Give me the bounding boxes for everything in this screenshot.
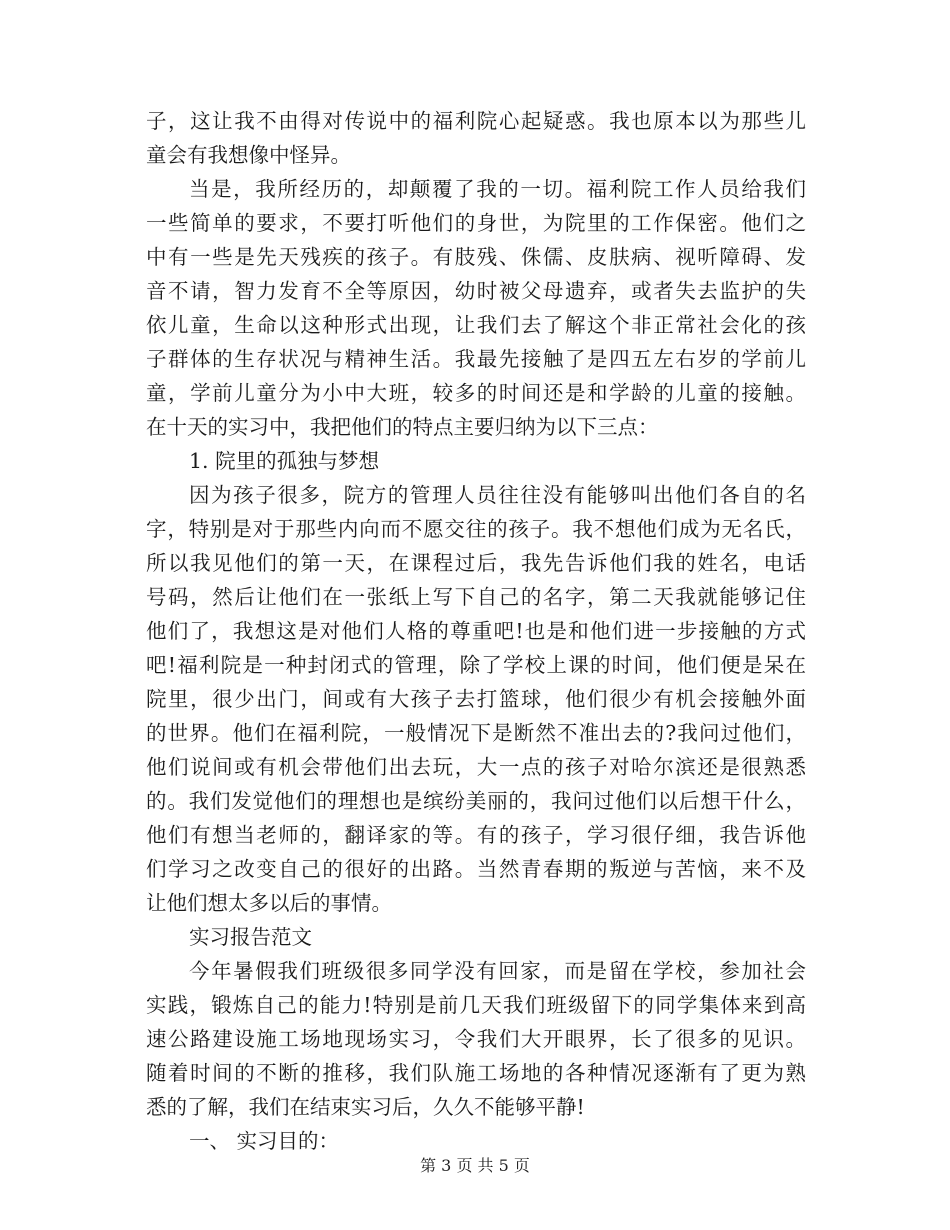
text-line: 他们了，我想这是对他们人格的尊重吧!也是和他们进一步接触的方式	[146, 619, 806, 643]
section-heading: 实习报告范文	[189, 925, 312, 949]
text-line: 们学习之改变自己的很好的出路。当然青春期的叛逆与苦恼，来不及	[146, 857, 806, 881]
text-line: 实践，锻炼自己的能力!特别是前几天我们班级留下的同学集体来到高	[146, 993, 806, 1017]
text-line: 依儿童，生命以这种形式出现，让我们去了解这个非正常社会化的孩	[146, 313, 806, 337]
text-line: 随着时间的不断的推移，我们队施工场地的各种情况逐渐有了更为熟	[146, 1061, 806, 1085]
text-line: 的。我们发觉他们的理想也是缤纷美丽的，我问过他们以后想干什么，	[146, 789, 806, 813]
text-line: 一些简单的要求，不要打听他们的身世，为院里的工作保密。他们之	[146, 211, 806, 235]
text-line: 子，这让我不由得对传说中的福利院心起疑惑。我也原本以为那些儿	[146, 109, 806, 133]
text-line: 中有一些是先天残疾的孩子。有肢残、侏儒、皮肤病、视听障碍、发	[146, 245, 806, 269]
paragraph-first-line: 今年暑假我们班级很多同学没有回家，而是留在学校，参加社会	[189, 959, 806, 983]
text-line: 的世界。他们在福利院，一般情况下是断然不准出去的?我问过他们，	[146, 721, 806, 745]
text-line: 让他们想太多以后的事情。	[146, 891, 392, 915]
section-heading: 一、 实习目的：	[189, 1129, 340, 1153]
section-heading: 1. 院里的孤独与梦想	[189, 449, 380, 473]
text-line: 速公路建设施工场地现场实习，令我们大开眼界，长了很多的见识。	[146, 1027, 806, 1051]
text-line: 院里，很少出门，间或有大孩子去打篮球，他们很少有机会接触外面	[146, 687, 806, 711]
page-footer: 第 3 页 共 5 页	[420, 1156, 530, 1175]
text-line: 童，学前儿童分为小中大班，较多的时间还是和学龄的儿童的接触。	[146, 381, 806, 405]
text-line: 在十天的实习中，我把他们的特点主要归纳为以下三点：	[146, 415, 659, 439]
text-line: 字，特别是对于那些内向而不愿交往的孩子。我不想他们成为无名氏，	[146, 517, 806, 541]
text-line: 他们有想当老师的，翻译家的等。有的孩子，学习很仔细，我告诉他	[146, 823, 806, 847]
text-line: 童会有我想像中怪异。	[146, 143, 351, 167]
text-line: 音不请，智力发育不全等原因，幼时被父母遗弃，或者失去监护的失	[146, 279, 806, 303]
paragraph-first-line: 因为孩子很多，院方的管理人员往往没有能够叫出他们各自的名	[189, 483, 806, 507]
paragraph-first-line: 当是，我所经历的，却颠覆了我的一切。福利院工作人员给我们	[189, 177, 806, 201]
text-line: 悉的了解，我们在结束实习后，久久不能够平静!	[146, 1095, 585, 1119]
text-line: 子群体的生存状况与精神生活。我最先接触了是四五左右岁的学前儿	[146, 347, 806, 371]
text-line: 号码，然后让他们在一张纸上写下自己的名字，第二天我就能够记住	[146, 585, 806, 609]
text-line: 他们说间或有机会带他们出去玩，大一点的孩子对哈尔滨还是很熟悉	[146, 755, 806, 779]
text-line: 吧!福利院是一种封闭式的管理，除了学校上课的时间，他们便是呆在	[146, 653, 806, 677]
text-line: 所以我见他们的第一天，在课程过后，我先告诉他们我的姓名，电话	[146, 551, 806, 575]
